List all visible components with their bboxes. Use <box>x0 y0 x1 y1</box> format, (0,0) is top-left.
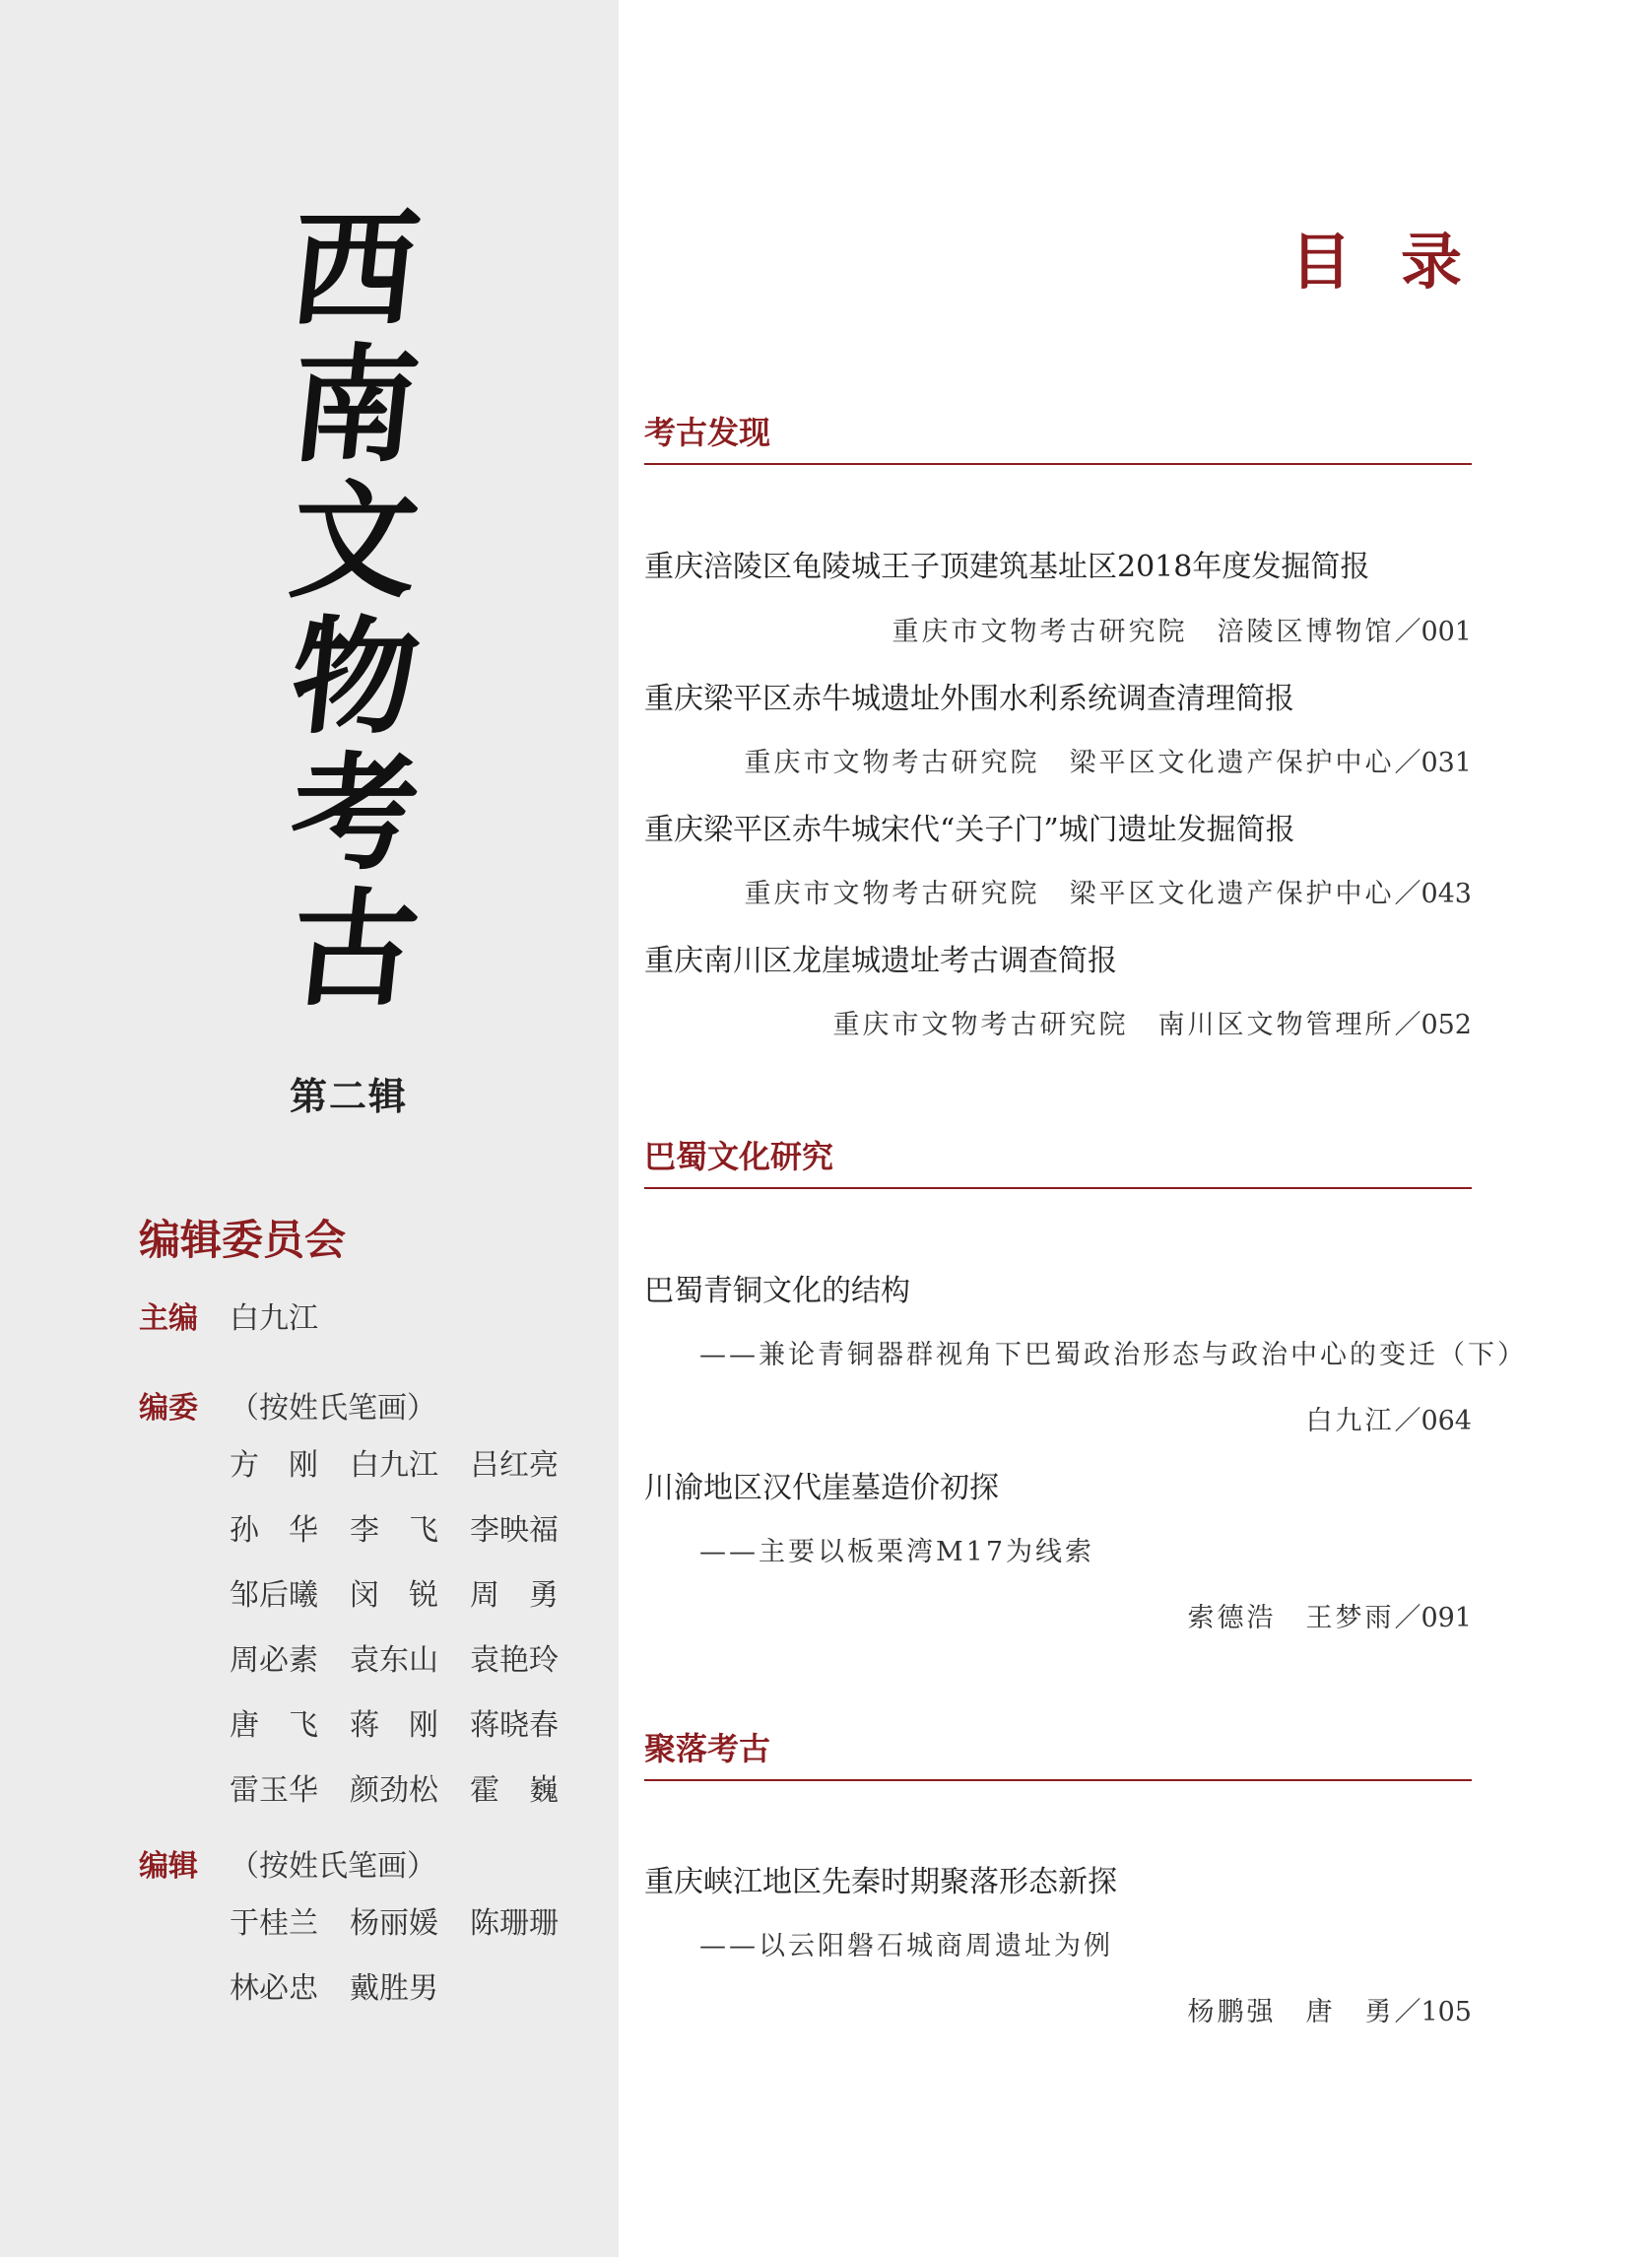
page-number: ／052 <box>1394 1010 1472 1040</box>
member-name: 方 刚 <box>230 1448 318 1483</box>
journal-title-calligraphy <box>276 196 433 1024</box>
article-authors <box>892 610 1472 648</box>
member-name: 蒋 刚 <box>350 1708 438 1743</box>
member-name: 颜劲松 <box>350 1773 438 1808</box>
article-title[interactable]: 重庆涪陵区龟陵城王子顶建筑基址区2018年度发掘简报 <box>644 550 1370 584</box>
article-authors <box>1187 1990 1472 2028</box>
member-name: 蒋晓春 <box>470 1708 559 1743</box>
page-number: ／105 <box>1394 1997 1472 2027</box>
author-text: 重庆市文物考古研究院 涪陵区博物馆 <box>892 617 1395 647</box>
members-note: （按姓氏笔画） <box>230 1391 436 1426</box>
article-title[interactable]: 重庆梁平区赤牛城宋代“关子门”城门遗址发掘简报 <box>644 813 1295 847</box>
member-name: 孙 华 <box>230 1513 318 1548</box>
chief-editor-name: 白九江 <box>230 1301 318 1336</box>
article-title[interactable]: 川渝地区汉代崖墓造价初探 <box>644 1471 999 1505</box>
page-number: ／091 <box>1394 1603 1472 1633</box>
page-number: ／043 <box>1394 879 1472 909</box>
member-name: 周必素 <box>230 1643 318 1678</box>
member-name: 李映福 <box>470 1513 559 1548</box>
editor-name: 林必忠 <box>230 1971 318 2006</box>
article-authors <box>744 872 1472 910</box>
author-text: 重庆市文物考古研究院 南川区文物管理所 <box>832 1010 1395 1040</box>
member-name: 白九江 <box>350 1448 438 1483</box>
article-title[interactable]: 重庆峡江地区先秦时期聚落形态新探 <box>644 1865 1117 1899</box>
editor-name: 戴胜男 <box>350 1971 438 2006</box>
article-authors <box>744 741 1472 779</box>
member-name: 霍 巍 <box>470 1773 559 1808</box>
editors-label: 编辑 <box>139 1849 198 1884</box>
toc-title: 目录 <box>1290 226 1512 298</box>
title-char: 西 <box>284 196 426 344</box>
member-name: 雷玉华 <box>230 1773 318 1808</box>
author-text: 索德浩 王梦雨 <box>1187 1603 1395 1633</box>
member-name: 周 勇 <box>470 1578 559 1613</box>
article-subtitle: ——主要以板栗湾M17为线索 <box>699 1537 1095 1567</box>
editor-name: 于桂兰 <box>230 1906 318 1941</box>
author-text: 杨鹏强 唐 勇 <box>1187 1997 1395 2027</box>
section-heading-settlement-archaeology: 聚落考古 <box>644 1724 1472 1781</box>
editors-list <box>230 1906 564 2007</box>
article-authors <box>1305 1399 1472 1437</box>
page-number: ／064 <box>1394 1406 1472 1436</box>
chief-editor-label: 主编 <box>139 1301 198 1336</box>
member-name: 闵 锐 <box>350 1578 438 1613</box>
author-text: 白九江 <box>1305 1406 1395 1436</box>
editor-name: 杨丽媛 <box>350 1906 438 1941</box>
member-name: 袁艳玲 <box>470 1643 559 1678</box>
author-text: 重庆市文物考古研究院 梁平区文化遗产保护中心 <box>744 879 1395 909</box>
member-name: 袁东山 <box>350 1643 438 1678</box>
title-char: 物 <box>284 604 426 752</box>
article-title[interactable]: 巴蜀青铜文化的结构 <box>644 1274 910 1308</box>
section-heading-bashu-culture: 巴蜀文化研究 <box>644 1132 1472 1189</box>
editor-name: 陈珊珊 <box>470 1906 559 1941</box>
member-name: 邹后曦 <box>230 1578 318 1613</box>
editorial-sidebar <box>0 0 619 2257</box>
board-title: 编辑委员会 <box>139 1216 347 1264</box>
member-name: 吕红亮 <box>470 1448 559 1483</box>
member-name: 唐 飞 <box>230 1708 318 1743</box>
article-authors <box>1187 1596 1472 1634</box>
member-name: 李 飞 <box>350 1513 438 1548</box>
members-label: 编委 <box>139 1391 198 1426</box>
members-list <box>230 1448 564 1809</box>
article-subtitle: ——兼论青铜器群视角下巴蜀政治形态与政治中心的变迁（下） <box>699 1340 1527 1370</box>
article-title[interactable]: 重庆南川区龙崖城遗址考古调查简报 <box>644 944 1117 978</box>
article-authors <box>832 1003 1472 1041</box>
title-char: 考 <box>284 740 426 888</box>
article-title[interactable]: 重庆梁平区赤牛城遗址外围水利系统调查清理简报 <box>644 682 1294 716</box>
title-char: 文 <box>284 468 426 616</box>
article-subtitle: ——以云阳磐石城商周遗址为例 <box>699 1931 1113 1961</box>
editors-note: （按姓氏笔画） <box>230 1849 436 1884</box>
page-number: ／001 <box>1394 617 1472 647</box>
section-heading-archaeological-discoveries: 考古发现 <box>644 408 1472 465</box>
page-number: ／031 <box>1394 748 1472 778</box>
volume-label: 第二辑 <box>289 1075 408 1118</box>
title-char: 古 <box>284 876 426 1024</box>
author-text: 重庆市文物考古研究院 梁平区文化遗产保护中心 <box>744 748 1395 778</box>
title-char: 南 <box>284 332 426 480</box>
